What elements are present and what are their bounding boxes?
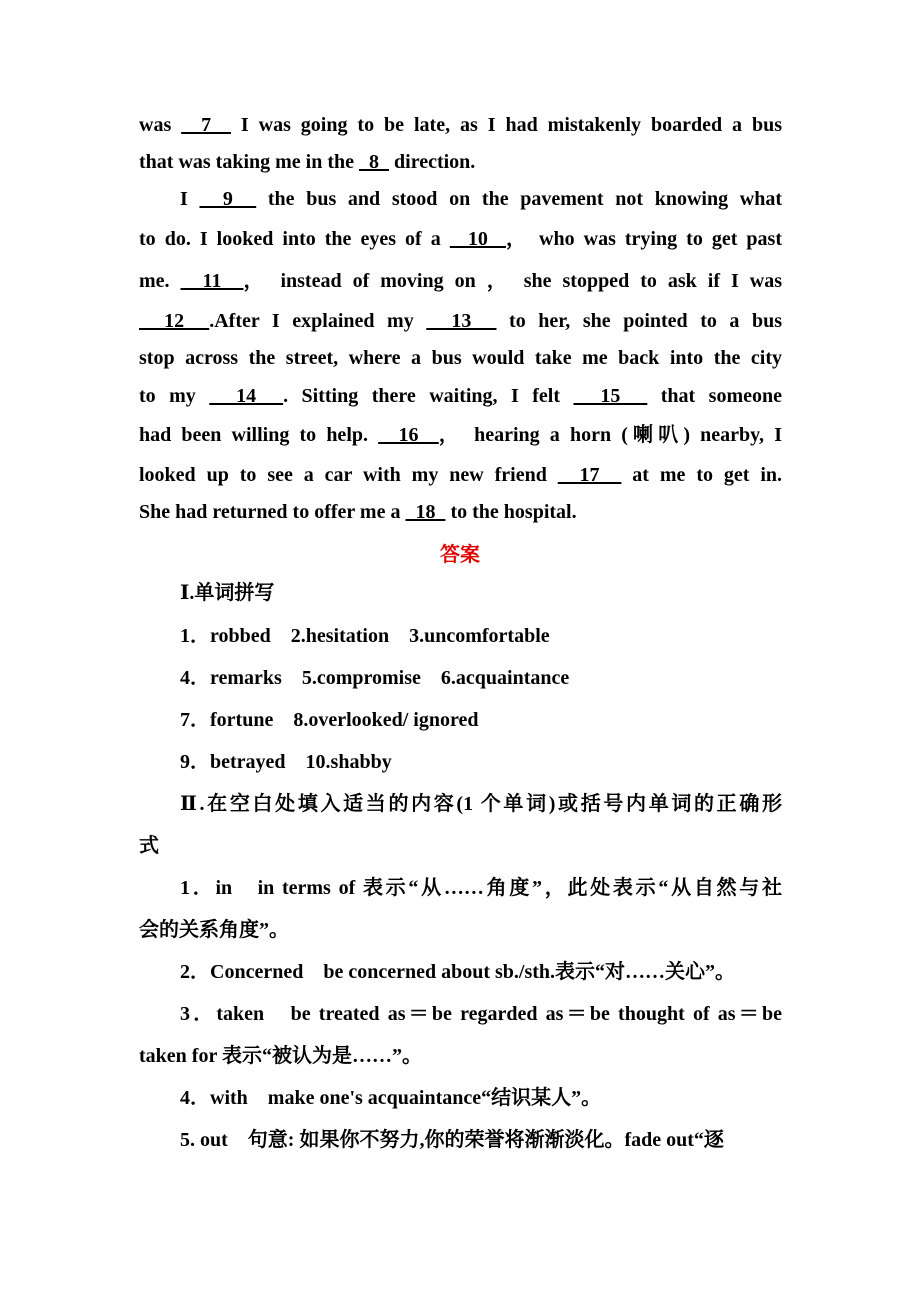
passage-text: stop across the street, where a bus would take me back into the city [139, 347, 782, 369]
answer-line: 4．with make one's acquaintance“结识某人”。 [180, 1087, 602, 1109]
passage-line [139, 226, 782, 252]
passage-text: looked up to see a car with my new friend [139, 464, 558, 486]
answer-line: 3．taken be treated as＝be regarded as＝be thought of as＝be [180, 1003, 782, 1025]
answer-line: 1．robbed 2.hesitation 3.uncomfortable [180, 625, 550, 647]
passage-text: I [180, 188, 200, 210]
passage-text: me. [139, 270, 181, 292]
blank-12: 12 [139, 310, 210, 332]
passage-text: She had returned to offer me a [139, 501, 406, 523]
passage-text: at me to get in. [621, 464, 783, 486]
blank-17: 17 [557, 464, 622, 486]
passage-text: that someone [647, 385, 782, 407]
passage-line [139, 112, 782, 138]
passage-text: to her, she pointed to a bus [496, 310, 783, 332]
passage-text: ， hearing a horn (喇叭) nearby, I [438, 424, 782, 446]
passage-text: that was taking me in the [139, 151, 360, 173]
answer-line: 5. out 句意: 如果你不努力,你的荣誉将渐渐淡化。fade out“逐 [180, 1129, 724, 1151]
answer-line: 2．Concerned be concerned about sb./sth.表示“对……关心”。 [180, 961, 736, 983]
passage-line [139, 462, 782, 488]
passage-text: ， instead of moving on ， she stopped to ask if I was [243, 270, 782, 292]
passage-text: direction. [389, 151, 476, 173]
passage-line [180, 186, 782, 212]
answer-line: 7．fortune 8.overlooked/ ignored [180, 709, 479, 731]
blank-9: 9 [199, 188, 257, 210]
passage-text: .After I explained my [209, 310, 427, 332]
answer-line: 9．betrayed 10.shabby [180, 751, 392, 773]
answer-line: 4．remarks 5.compromise 6.acquaintance [180, 667, 570, 689]
passage-line [139, 383, 782, 409]
answers-heading: 答案 [440, 544, 480, 566]
passage-line [139, 499, 782, 525]
passage-line [139, 268, 782, 294]
passage-text: had been willing to help. [139, 424, 379, 446]
passage-text: to the hospital. [445, 501, 577, 523]
answer-line: 会的关系角度”。 [139, 919, 289, 941]
blank-15: 15 [573, 385, 648, 407]
passage-line [139, 345, 782, 371]
passage-line [139, 149, 782, 175]
blank-18: 18 [405, 501, 446, 523]
answer-line: 式 [139, 835, 159, 857]
blank-10: 10 [449, 228, 506, 250]
answer-line: Ⅱ.在空白处填入适当的内容(1 个单词)或括号内单词的正确形 [180, 793, 782, 815]
passage-line [139, 308, 782, 334]
answer-line: 1．in in terms of 表示“从……角度”，此处表示“从自然与社 [180, 877, 782, 899]
passage-text: to do. I looked into the eyes of a [139, 228, 450, 250]
passage-text: was [139, 114, 182, 136]
blank-7: 7 [181, 114, 231, 136]
blank-11: 11 [180, 270, 244, 292]
passage-line [139, 422, 782, 448]
passage-text: the bus and stood on the pavement not knowing what [256, 188, 782, 210]
answer-line: Ⅰ.单词拼写 [180, 582, 275, 604]
blank-16: 16 [378, 424, 439, 446]
passage-text: I was going to be late, as I had mistakenly boarded a bus [230, 114, 782, 136]
blank-14: 14 [209, 385, 284, 407]
blank-13: 13 [426, 310, 497, 332]
passage-text: . Sitting there waiting, I felt [283, 385, 574, 407]
passage-text: ， who was trying to get past [505, 228, 782, 250]
passage-text: to my [139, 385, 210, 407]
answer-line: taken for 表示“被认为是……”。 [139, 1045, 422, 1067]
blank-8: 8 [359, 151, 390, 173]
